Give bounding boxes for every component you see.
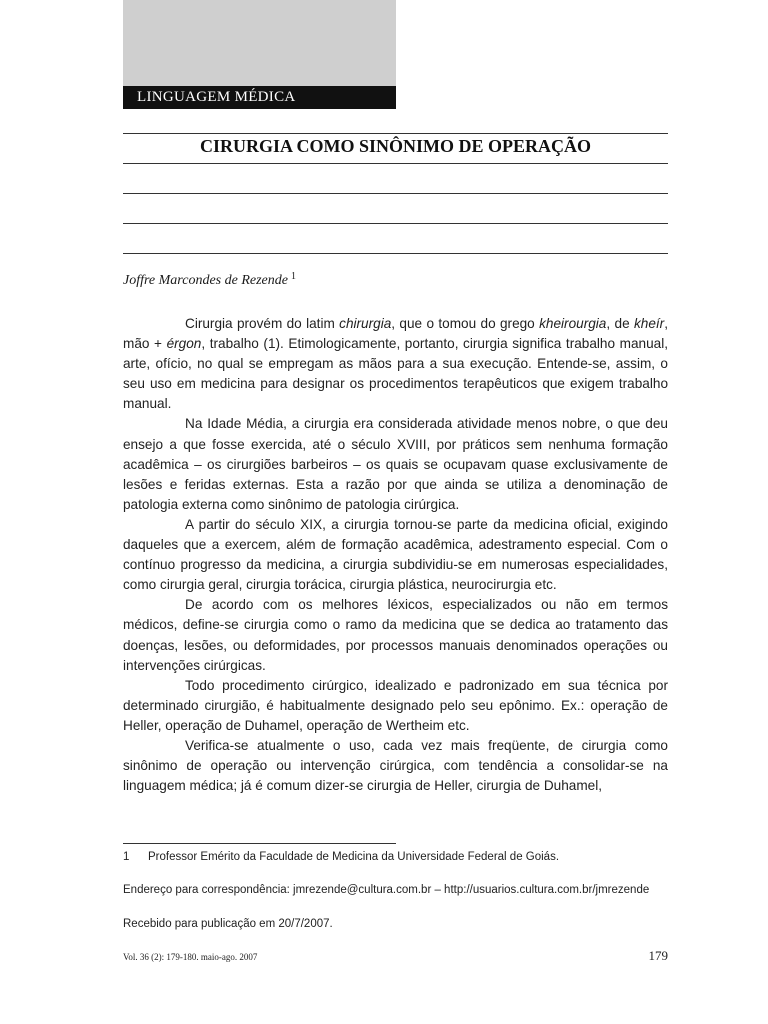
paragraph-text: , de bbox=[606, 316, 634, 331]
article-body bbox=[123, 314, 668, 796]
footnote-rule bbox=[123, 843, 396, 844]
article-title: CIRURGIA COMO SINÔNIMO DE OPERAÇÃO bbox=[199, 136, 592, 156]
section-banner bbox=[123, 86, 396, 109]
body-paragraph bbox=[123, 595, 668, 675]
paragraph-text: De acordo com os melhores léxicos, especializados ou não em termos médicos, define-se cirurgia como o ramo da medicina que se dedica ao tratamento das doenças, lesões, ou deformidades, por processos manuais denominados operações ou intervenções cirúrgicas. bbox=[123, 597, 668, 673]
body-paragraph bbox=[123, 414, 668, 514]
header-gray-block bbox=[123, 0, 396, 86]
received-date: Recebido para publicação em 20/7/2007. bbox=[123, 918, 333, 930]
header-rule bbox=[123, 253, 668, 254]
body-paragraph bbox=[123, 676, 668, 736]
paragraph-text: Verifica-se atualmente o uso, cada vez mais freqüente, de cirurgia como sinônimo de operação ou intervenção cirúrgica, com tendência a consolidar-se na linguagem médica; já é comum dizer-se cirurgia de Heller, cirurgia de Duhamel, bbox=[123, 737, 668, 794]
footnote-text: Professor Emérito da Faculdade de Medicina da Universidade Federal de Goiás. bbox=[148, 851, 560, 863]
italic-term: érgon bbox=[166, 336, 202, 352]
body-paragraph bbox=[123, 515, 668, 595]
paragraph-text: A partir do século XIX, a cirurgia tornou-se parte da medicina oficial, exigindo daqueles que a exercem, além de formação acadêmica, adestramento especial. Com o contínuo progresso da medicina, a cirurgia subdividiu-se em numerosas especialidades, como cirurgia geral, cirurgia torácica, cirurgia plástica, neurocirurgia etc. bbox=[123, 516, 668, 593]
footnote-number: 1 bbox=[123, 851, 130, 863]
paragraph-text: Todo procedimento cirúrgico, idealizado e padronizado em sua técnica por determinado cirurgião, é habitualmente designado pelo seu epônimo. Ex.: operação de Heller, operação de Duhamel, operação de Wertheim etc. bbox=[123, 677, 668, 733]
title-rule-bottom bbox=[123, 163, 668, 164]
italic-term: chirurgia bbox=[339, 316, 392, 331]
header-rule bbox=[123, 193, 668, 194]
contact-line: Endereço para correspondência: jmrezende@cultura.com.br – http://usuarios.cultura.com.br/jmrezende bbox=[123, 884, 650, 896]
paragraph-text: Na Idade Média, a cirurgia era considerada atividade menos nobre, o que deu ensejo a que fosse exercida, até o século XVIII, por práticos sem nenhuma formação acadêmica – os cirurgiões barbeiros – os quais se ocupavam quase exclusivamente de lesões e feridas externas. Esta a razão por que ainda se utiliza a denominação de patologia externa como sinônimo de patologia cirúrgica. bbox=[123, 416, 668, 512]
paragraph-text: , mão + bbox=[123, 316, 668, 352]
italic-term: kheír bbox=[633, 316, 665, 331]
author-name: Joffre Marcondes de Rezende bbox=[123, 273, 288, 288]
header-rule bbox=[123, 223, 668, 224]
body-paragraph bbox=[123, 314, 668, 414]
footnote bbox=[123, 851, 559, 863]
title-rule-top bbox=[123, 133, 668, 134]
paragraph-text: , que o tomou do grego bbox=[391, 316, 540, 331]
paragraph-text: , trabalho (1). Etimologicamente, portanto, cirurgia significa trabalho manual, arte, ofício, no qual se empregam as mãos para a sua execução. Entende-se, assim, o seu uso em medicina para designar os procedimentos terapêuticos que exigem trabalho manual. bbox=[123, 336, 668, 412]
journal-reference: Vol. 36 (2): 179-180. maio-ago. 2007 bbox=[123, 952, 258, 962]
body-paragraph bbox=[123, 736, 668, 796]
page-number: 179 bbox=[648, 948, 668, 963]
paragraph-text: Cirurgia provém do latim bbox=[185, 316, 340, 331]
italic-term: kheirourgia bbox=[539, 316, 607, 331]
author-footnote-mark: 1 bbox=[290, 271, 296, 282]
section-label: LINGUAGEM MÉDICA bbox=[137, 89, 296, 105]
author-line bbox=[123, 271, 296, 289]
